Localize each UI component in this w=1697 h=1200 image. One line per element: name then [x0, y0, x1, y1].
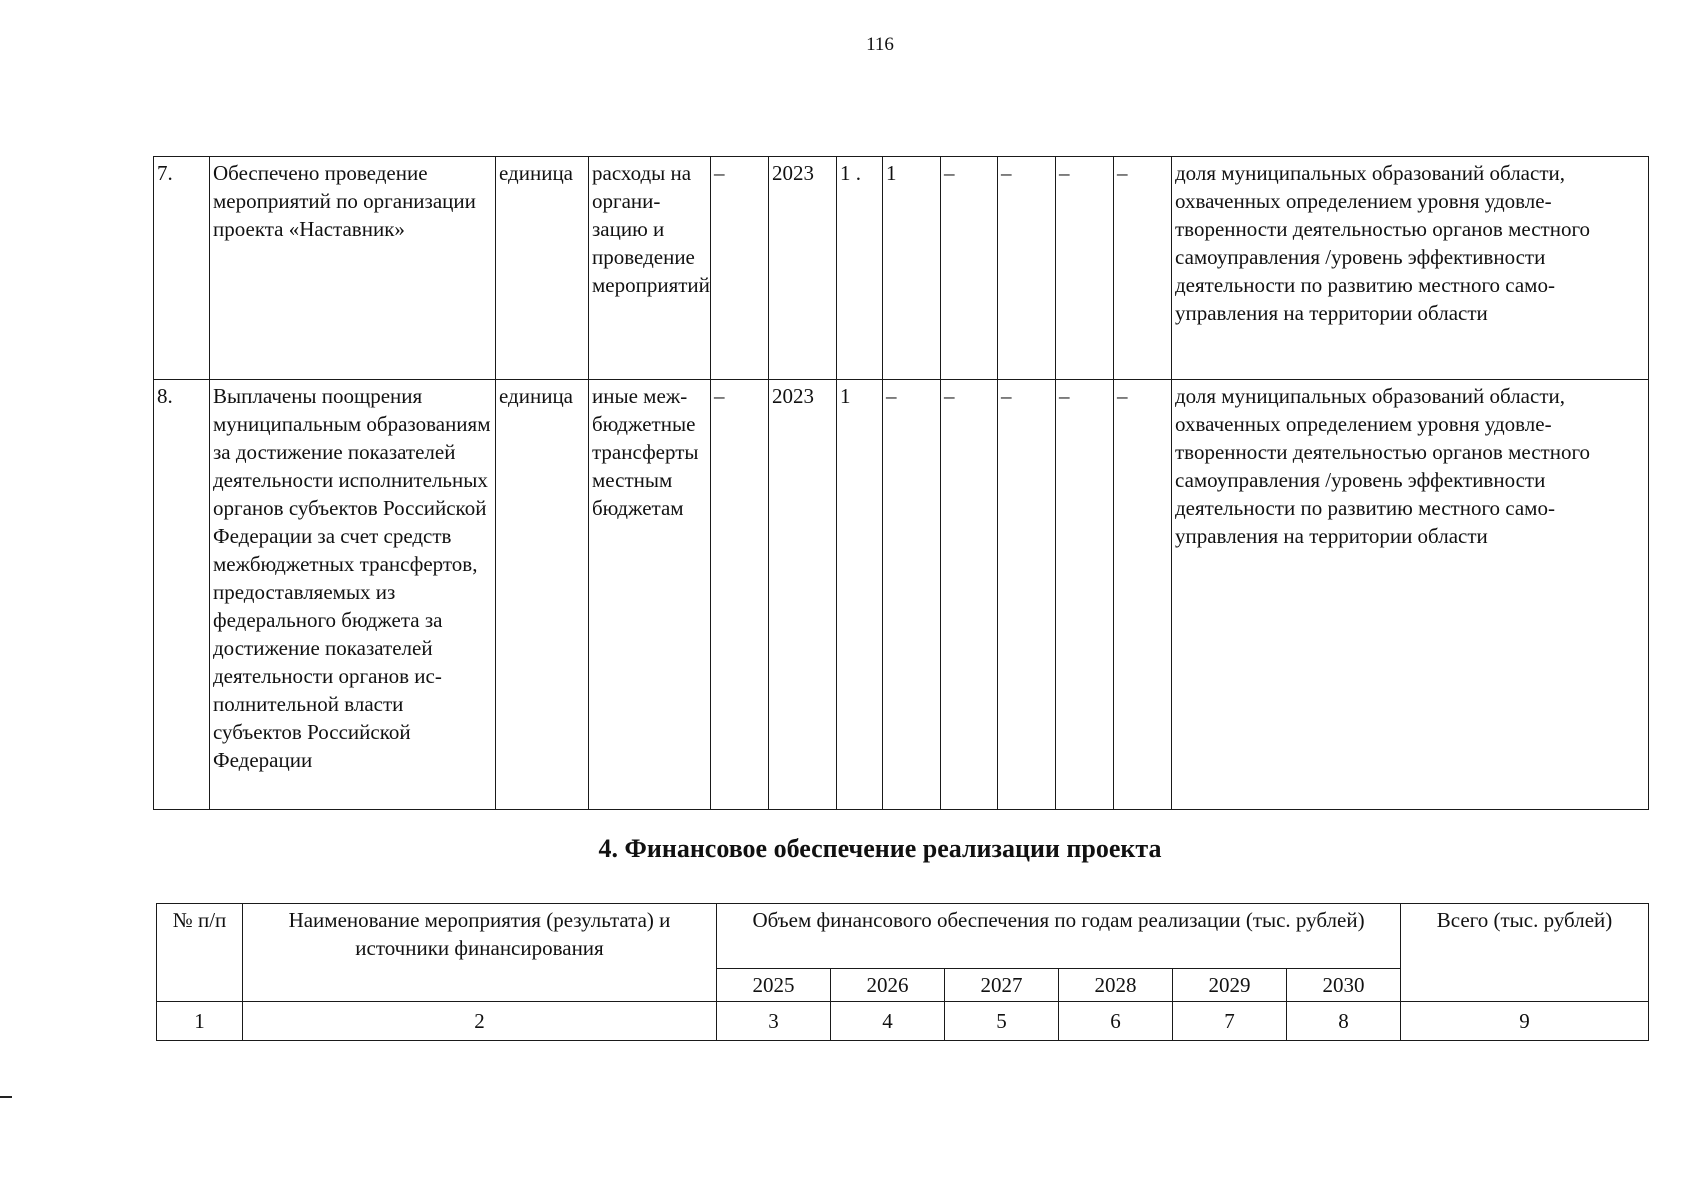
table-row [154, 157, 1649, 380]
value-cell: 1 [837, 380, 883, 810]
value-cell: – [1056, 380, 1114, 810]
unit-cell: единица [496, 157, 589, 380]
column-number: 6 [1059, 1002, 1173, 1041]
year-header: 2030 [1287, 969, 1401, 1002]
row-number: 8. [154, 380, 210, 810]
results-table [153, 156, 1649, 810]
table-row [154, 380, 1649, 810]
column-numbering-row [157, 1002, 1649, 1041]
year-header: 2029 [1173, 969, 1287, 1002]
row-number: 7. [154, 157, 210, 380]
column-number: 2 [243, 1002, 717, 1041]
header-volume: Объем финансового обеспечения по годам реализации (тыс. рублей) [717, 904, 1401, 969]
indicator-link: доля муниципальных образований области, охваченных определением уровня удовлетворенности деятельностью органов местного самоуправления /уровень эффективности деятельности по развитию местного самоуправления на территории области [1172, 380, 1649, 810]
header-num: № п/п [157, 904, 243, 1002]
column-number: 5 [945, 1002, 1059, 1041]
header-row [157, 904, 1649, 969]
year-header: 2026 [831, 969, 945, 1002]
header-total: Всего (тыс. рублей) [1401, 904, 1649, 1002]
value-cell: – [998, 380, 1056, 810]
column-number: 4 [831, 1002, 945, 1041]
value-cell: – [998, 157, 1056, 380]
indicator-link: доля муниципальных образований области, охваченных определением уровня удовлетворенности деятельностью органов местного самоуправления /уровень эффективности деятельности по развитию местного самоуправления на территории области [1172, 157, 1649, 380]
column-number: 7 [1173, 1002, 1287, 1041]
value-cell: – [711, 157, 769, 380]
value-cell: – [1114, 157, 1172, 380]
column-number: 8 [1287, 1002, 1401, 1041]
type-cell: иные межбюджетные трансферты местным бюджетам [589, 380, 711, 810]
value-cell: – [941, 157, 998, 380]
value-cell: – [941, 380, 998, 810]
value-cell: 1 [883, 157, 941, 380]
column-number: 3 [717, 1002, 831, 1041]
year-header: 2025 [717, 969, 831, 1002]
finance-table [156, 903, 1649, 1041]
result-name: Выплачены поощрения муниципальным образованиям за достижение показателей деятельности исполнительных органов субъектов Российской Федерации за счет средств межбюджетных трансфертов, предоставляемых из федерального бюджета за достижение показателей деятельности органов исполнительной власти субъектов Российской Федерации [210, 380, 496, 810]
column-number: 1 [157, 1002, 243, 1041]
year-cell: 2023 [769, 157, 837, 380]
year-header: 2028 [1059, 969, 1173, 1002]
scan-edge-mark [0, 1096, 12, 1098]
value-cell: – [1056, 157, 1114, 380]
unit-cell: единица [496, 380, 589, 810]
header-name: Наименование мероприятия (результата) и источники финансирования [243, 904, 717, 1002]
value-cell: – [883, 380, 941, 810]
type-cell: расходы на организацию и проведение мероприятий [589, 157, 711, 380]
page-number: 116 [866, 34, 894, 55]
year-header: 2027 [945, 969, 1059, 1002]
column-number: 9 [1401, 1002, 1649, 1041]
value-cell: – [711, 380, 769, 810]
result-name: Обеспечено проведение мероприятий по организации проекта «Наставник» [210, 157, 496, 380]
value-cell: 1 . [837, 157, 883, 380]
section-title: 4. Финансовое обеспечение реализации проекта [598, 834, 1162, 863]
value-cell: – [1114, 380, 1172, 810]
year-cell: 2023 [769, 380, 837, 810]
